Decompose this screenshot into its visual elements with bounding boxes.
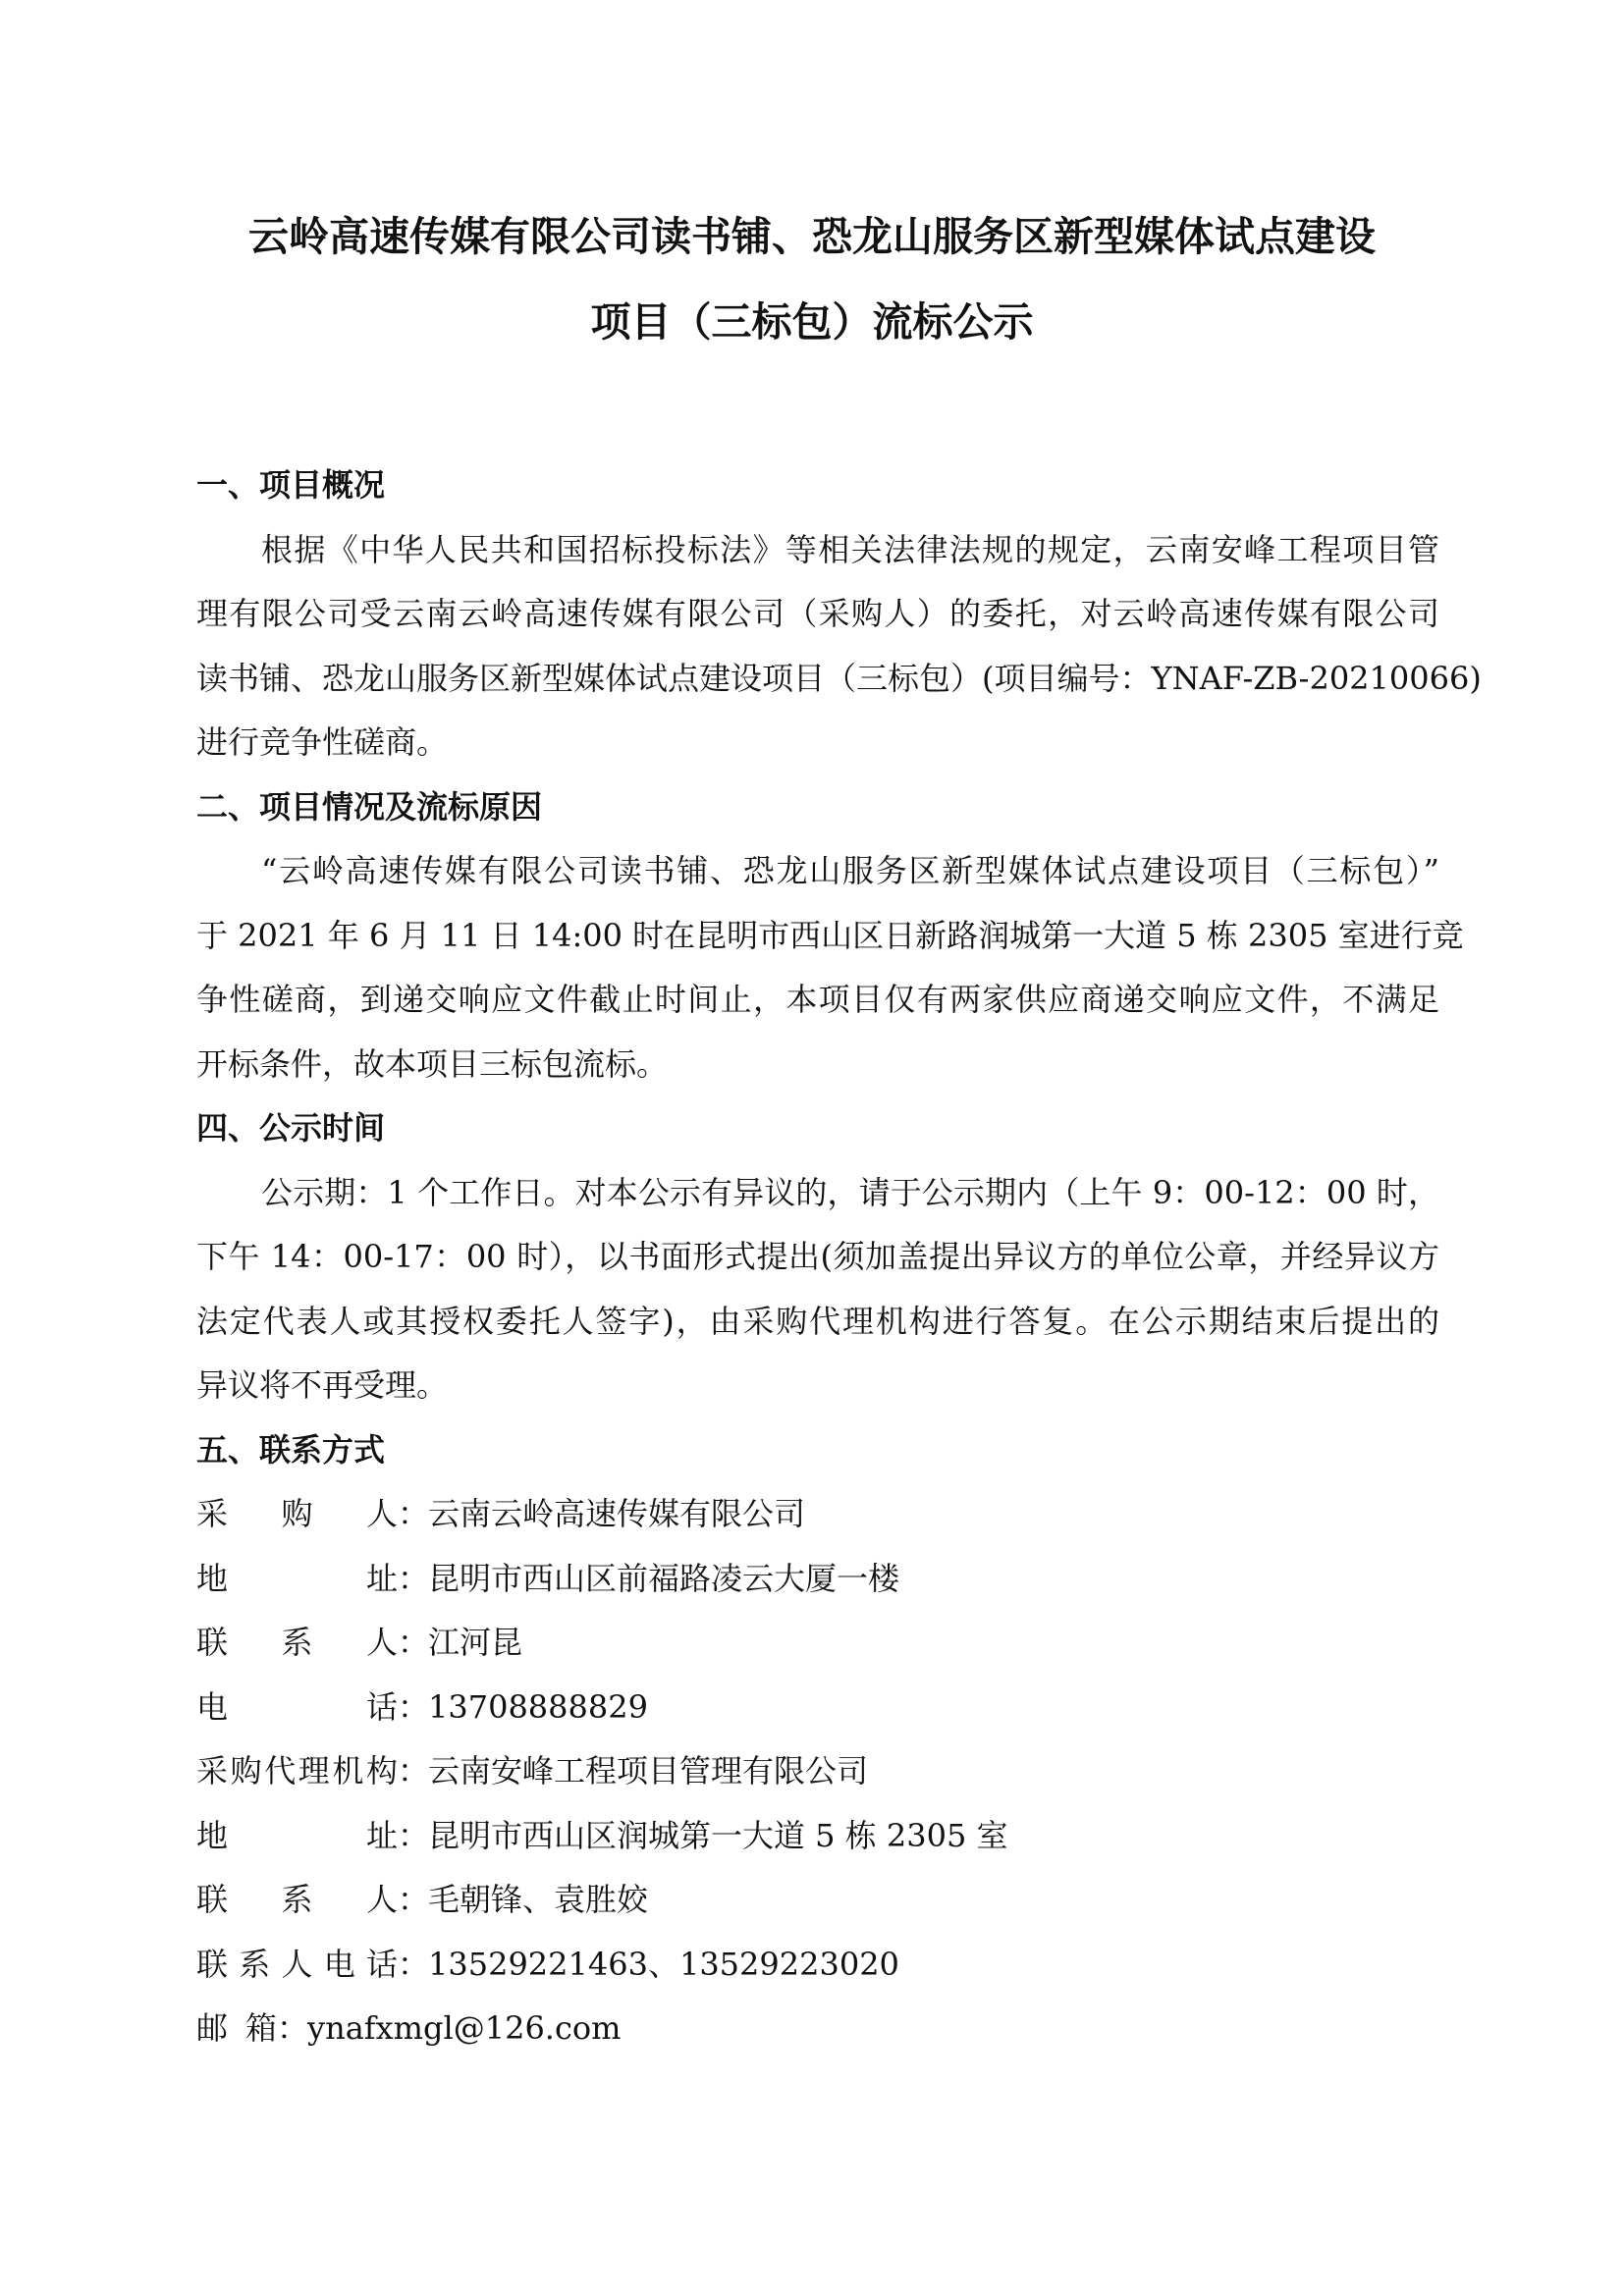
- contact-value: 江河昆: [428, 1624, 523, 1661]
- paragraph-line: 开标条件，故本项目三标包流标。: [196, 1044, 669, 1083]
- contact-label: 联系人: [196, 1881, 398, 1918]
- paragraph-line: 根据《中华人民共和国招标投标法》等相关法律法规的规定，云南安峰工程项目管: [261, 530, 1439, 568]
- contact-row: [196, 1804, 1439, 1869]
- contact-value: 云南云岭高速传媒有限公司: [428, 1495, 806, 1532]
- paragraph-line: 读书铺、恐龙山服务区新型媒体试点建设项目（三标包）(项目编号：YNAF-ZB-20210066): [196, 659, 1482, 697]
- contact-value: 13708888829: [428, 1687, 648, 1726]
- paragraph-line: 公示期：1 个工作日。对本公示有异议的，请于公示期内（上午 9：00-12：00 时，: [261, 1173, 1439, 1211]
- paragraph-line: 下午 14：00-17：00 时），以书面形式提出(须加盖提出异议方的单位公章，并经异议方: [196, 1238, 1439, 1275]
- contact-row: [196, 1547, 1439, 1612]
- paragraph-line: 进行竞争性磋商。: [196, 723, 449, 761]
- contact-label: 联系人电话: [196, 1945, 398, 1983]
- contact-value: ynafxmgl@126.com: [307, 2009, 622, 2047]
- section-heading: 五、联系方式: [196, 1430, 386, 1468]
- document-title-line-2: 项目（三标包）流标公示: [590, 298, 1034, 346]
- colon: ：: [398, 1624, 430, 1661]
- contact-row: [196, 1676, 1439, 1740]
- paragraph-line: 法定代表人或其授权委托人签字)，由采购代理机构进行答复。在公示期结束后提出的: [196, 1302, 1439, 1340]
- contact-label: 地址: [196, 1559, 398, 1597]
- colon: ：: [398, 1945, 430, 1983]
- section-heading: 二、项目情况及流标原因: [196, 787, 543, 826]
- section-heading: 一、项目概况: [196, 466, 386, 504]
- colon: ：: [398, 1752, 430, 1789]
- paragraph-line: 争性磋商，到递交响应文件截止时间止，本项目仅有两家供应商递交响应文件，不满足: [196, 981, 1439, 1018]
- contact-row: [196, 1997, 1439, 2061]
- contact-label: 电话: [196, 1687, 398, 1726]
- contact-label: 联系人: [196, 1624, 398, 1661]
- paragraph-line: 于 2021 年 6 月 11 日 14:00 时在昆明市西山区日新路润城第一大道 5 栋 2305 室进行竞: [196, 916, 1464, 954]
- contact-label: 邮箱: [196, 2009, 277, 2047]
- contact-row: [196, 1611, 1439, 1676]
- colon: ：: [398, 1816, 430, 1854]
- colon: ：: [398, 1495, 430, 1532]
- contact-row: [196, 1868, 1439, 1933]
- document-title-line-1: 云岭高速传媒有限公司读书铺、恐龙山服务区新型媒体试点建设: [248, 213, 1376, 260]
- paragraph-line: 理有限公司受云南云岭高速传媒有限公司（采购人）的委托，对云岭高速传媒有限公司: [196, 595, 1439, 632]
- paragraph-line: “云岭高速传媒有限公司读书铺、恐龙山服务区新型媒体试点建设项目（三标包）”: [261, 852, 1439, 889]
- contact-value: 13529221463、13529223020: [428, 1945, 899, 1983]
- contact-value: 云南安峰工程项目管理有限公司: [428, 1752, 869, 1789]
- contact-row: [196, 1482, 1439, 1547]
- contact-row: [196, 1933, 1439, 1998]
- colon: ：: [277, 2009, 309, 2047]
- contact-value: 昆明市西山区前福路凌云大厦一楼: [428, 1559, 900, 1597]
- contact-label: 采购人: [196, 1495, 398, 1532]
- document-body: [196, 454, 1482, 2061]
- colon: ：: [398, 1559, 430, 1597]
- contact-value: 昆明市西山区润城第一大道 5 栋 2305 室: [428, 1816, 1008, 1854]
- colon: ：: [398, 1881, 430, 1918]
- section-heading: 四、公示时间: [196, 1109, 386, 1147]
- contact-value: 毛朝锋、袁胜姣: [428, 1881, 649, 1918]
- contact-row: [196, 1739, 1439, 1804]
- colon: ：: [398, 1687, 430, 1726]
- contact-label: 地址: [196, 1816, 398, 1854]
- paragraph-line: 异议将不再受理。: [196, 1366, 449, 1404]
- contact-label: 采购代理机构: [196, 1752, 398, 1789]
